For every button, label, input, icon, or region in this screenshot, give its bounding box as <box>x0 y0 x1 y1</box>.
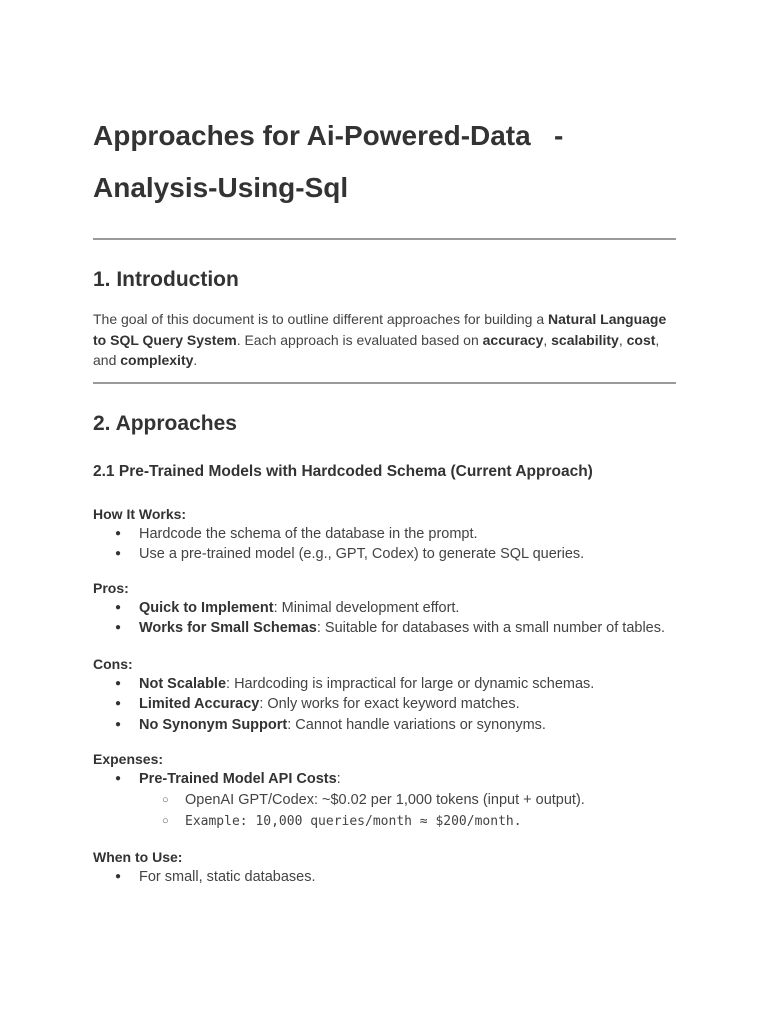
con-title: Not Scalable <box>139 675 227 692</box>
expense-text: : <box>336 771 341 787</box>
when-to-use-list <box>93 867 676 888</box>
list-item: ● Use a pre-trained model (e.g., GPT, Codex) to generate SQL queries. <box>93 544 676 565</box>
con-title: Limited Accuracy <box>139 696 260 712</box>
list-item <box>93 769 676 832</box>
intro-text: . Each approach is evaluated based on <box>236 331 483 348</box>
con-title: No Synonym Support <box>139 716 288 733</box>
section-heading-introduction: 1. Introduction <box>93 268 239 291</box>
pros-list <box>93 598 676 639</box>
divider <box>93 382 676 384</box>
sub-list-item <box>139 811 676 832</box>
expenses-label: Expenses: <box>93 751 164 767</box>
document-content <box>93 110 676 887</box>
list-item <box>93 694 676 715</box>
list-item <box>93 715 676 736</box>
cons-list <box>93 674 676 736</box>
pros-label: Pros: <box>93 579 129 596</box>
how-it-works-list <box>93 524 676 565</box>
intro-text: , <box>543 331 552 348</box>
intro-text: , and <box>93 331 660 368</box>
title-line-1: Approaches for Ai-Powered-Data - <box>93 120 564 151</box>
pro-title: Works for Small Schemas <box>139 620 317 636</box>
subsection-heading-2-1: 2.1 Pre-Trained Models with Hardcoded Schema (Current Approach) <box>93 462 593 480</box>
expenses-list <box>93 769 676 832</box>
how-it-works-label: How It Works: <box>93 505 187 522</box>
expense-title: Pre-Trained Model API Costs <box>139 771 337 787</box>
intro-bold-scalability: scalability <box>551 331 619 348</box>
intro-text: , <box>618 331 627 348</box>
list-item: ● For small, static databases. <box>93 867 676 888</box>
list-item <box>93 618 676 639</box>
expenses-sub-list <box>139 790 676 832</box>
pro-text: : Suitable for databases with a small number of tables. <box>316 620 666 636</box>
intro-text: . <box>193 352 198 368</box>
intro-bold-accuracy: accuracy <box>482 331 544 348</box>
title-line-2: Analysis-Using-Sql <box>93 172 349 203</box>
intro-bold-system: Natural Language to SQL Query System <box>93 311 667 348</box>
document-title <box>93 110 676 214</box>
section-heading-approaches: 2. Approaches <box>93 411 237 435</box>
list-item <box>93 674 676 695</box>
list-item: ● Hardcode the schema of the database in the prompt. <box>93 524 676 545</box>
pro-text: : Minimal development effort. <box>273 599 460 616</box>
intro-text: The goal of this document is to outline different approaches for building a <box>93 311 549 327</box>
intro-bold-complexity: complexity <box>120 352 194 368</box>
con-text: : Only works for exact keyword matches. <box>259 696 520 712</box>
list-item <box>93 598 676 619</box>
cons-label: Cons: <box>93 655 133 672</box>
intro-bold-cost: cost <box>626 331 656 348</box>
con-text: : Cannot handle variations or synonyms. <box>287 716 546 733</box>
divider <box>93 238 676 240</box>
sub-list-item: ○ OpenAI GPT/Codex: ~$0.02 per 1,000 tokens (input + output). <box>139 790 676 811</box>
when-to-use-label: When to Use: <box>93 848 183 865</box>
example-code-text: Example: 10,000 queries/month ≈ $200/month. <box>185 813 522 829</box>
con-text: : Hardcoding is impractical for large or dynamic schemas. <box>226 675 595 692</box>
pro-title: Quick to Implement <box>139 599 274 616</box>
intro-paragraph <box>93 309 676 371</box>
